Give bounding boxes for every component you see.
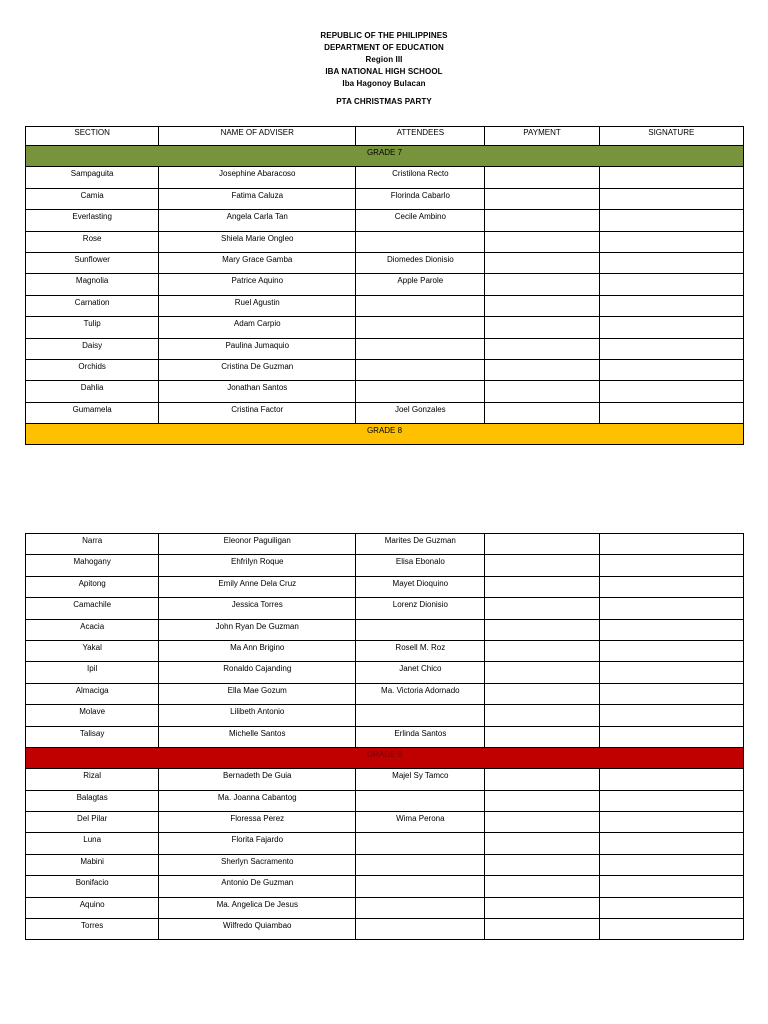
attendee-cell: Erlinda Santos — [356, 726, 485, 747]
payment-cell[interactable] — [485, 726, 599, 747]
section-cell: Apitong — [26, 576, 159, 597]
header-school: IBA NATIONAL HIGH SCHOOL — [325, 67, 443, 76]
attendee-cell: Rosell M. Roz — [356, 640, 485, 661]
adviser-cell: Michelle Santos — [159, 726, 356, 747]
signature-cell[interactable] — [599, 640, 743, 661]
table-row — [26, 231, 744, 252]
payment-cell[interactable] — [485, 812, 599, 833]
payment-cell[interactable] — [485, 897, 599, 918]
attendee-cell: Florinda Cabarlo — [356, 188, 485, 209]
signature-cell[interactable] — [599, 274, 743, 295]
attendee-cell — [356, 876, 485, 897]
payment-cell[interactable] — [485, 640, 599, 661]
payment-cell[interactable] — [485, 662, 599, 683]
signature-cell[interactable] — [599, 231, 743, 252]
section-cell: Carnation — [26, 295, 159, 316]
payment-cell[interactable] — [485, 705, 599, 726]
document-title: PTA CHRISTMAS PARTY — [336, 97, 432, 106]
signature-cell[interactable] — [599, 381, 743, 402]
table-row — [26, 683, 744, 704]
document-header — [0, 30, 768, 108]
adviser-cell: Shiela Marie Ongleo — [159, 231, 356, 252]
signature-cell[interactable] — [599, 683, 743, 704]
signature-cell[interactable] — [599, 705, 743, 726]
table-row — [26, 598, 744, 619]
attendee-cell — [356, 619, 485, 640]
grade-9-label: GRADE 9 — [26, 747, 744, 768]
payment-cell[interactable] — [485, 359, 599, 380]
adviser-cell: Florita Fajardo — [159, 833, 356, 854]
attendee-cell: Lorenz Dionisio — [356, 598, 485, 619]
attendee-cell — [356, 897, 485, 918]
table-row — [26, 769, 744, 790]
section-cell: Talisay — [26, 726, 159, 747]
table-header-row — [26, 127, 744, 146]
column-header-attendees: ATTENDEES — [356, 127, 485, 146]
adviser-cell: Angela Carla Tan — [159, 210, 356, 231]
attendee-cell — [356, 381, 485, 402]
section-cell: Mahogany — [26, 555, 159, 576]
column-header-adviser: NAME OF ADVISER — [159, 127, 356, 146]
signature-cell[interactable] — [599, 619, 743, 640]
attendee-cell — [356, 790, 485, 811]
payment-cell[interactable] — [485, 833, 599, 854]
column-header-payment: PAYMENT — [485, 127, 599, 146]
adviser-cell: Mary Grace Gamba — [159, 252, 356, 273]
attendee-cell — [356, 919, 485, 940]
payment-cell[interactable] — [485, 555, 599, 576]
section-cell: Aquino — [26, 897, 159, 918]
attendee-cell: Majel Sy Tamco — [356, 769, 485, 790]
payment-cell[interactable] — [485, 576, 599, 597]
section-cell: Almaciga — [26, 683, 159, 704]
table-row — [26, 854, 744, 875]
attendee-cell — [356, 338, 485, 359]
attendee-cell — [356, 854, 485, 875]
payment-cell[interactable] — [485, 769, 599, 790]
column-header-signature: SIGNATURE — [599, 127, 743, 146]
payment-cell[interactable] — [485, 252, 599, 273]
attendee-cell — [356, 317, 485, 338]
signature-cell[interactable] — [599, 662, 743, 683]
adviser-cell: Ronaldo Cajanding — [159, 662, 356, 683]
adviser-cell: Eleonor Paguiligan — [159, 534, 356, 555]
attendee-cell: Elisa Ebonalo — [356, 555, 485, 576]
signature-cell[interactable] — [599, 769, 743, 790]
section-cell: Mabini — [26, 854, 159, 875]
grade-8-label: GRADE 8 — [26, 424, 744, 445]
section-cell: Balagtas — [26, 790, 159, 811]
section-cell: Dahlia — [26, 381, 159, 402]
payment-cell[interactable] — [485, 402, 599, 423]
grade-8-heading-row — [26, 424, 744, 445]
adviser-cell: Ella Mae Gozum — [159, 683, 356, 704]
signature-cell[interactable] — [599, 338, 743, 359]
adviser-cell: Wilfredo Quiambao — [159, 919, 356, 940]
signature-cell[interactable] — [599, 598, 743, 619]
payment-cell[interactable] — [485, 876, 599, 897]
payment-cell[interactable] — [485, 317, 599, 338]
table-row — [26, 555, 744, 576]
adviser-cell: Lilibeth Antonio — [159, 705, 356, 726]
attendee-cell: Apple Parole — [356, 274, 485, 295]
signature-cell[interactable] — [599, 555, 743, 576]
adviser-cell: Cristina De Guzman — [159, 359, 356, 380]
table-row — [26, 897, 744, 918]
section-cell: Orchids — [26, 359, 159, 380]
header-department: DEPARTMENT OF EDUCATION — [324, 43, 444, 52]
attendee-cell — [356, 833, 485, 854]
signature-cell[interactable] — [599, 402, 743, 423]
signature-cell[interactable] — [599, 790, 743, 811]
section-cell: Tulip — [26, 317, 159, 338]
section-cell: Luna — [26, 833, 159, 854]
table-row — [26, 274, 744, 295]
payment-cell[interactable] — [485, 790, 599, 811]
section-cell: Del Pilar — [26, 812, 159, 833]
adviser-cell: Floressa Perez — [159, 812, 356, 833]
signature-cell[interactable] — [599, 188, 743, 209]
table-row — [26, 295, 744, 316]
table-row — [26, 317, 744, 338]
table-row — [26, 252, 744, 273]
adviser-cell: Emily Anne Dela Cruz — [159, 576, 356, 597]
payment-cell[interactable] — [485, 188, 599, 209]
signature-cell[interactable] — [599, 876, 743, 897]
signature-cell[interactable] — [599, 359, 743, 380]
attendee-cell: Mayet Dioquino — [356, 576, 485, 597]
section-cell: Sunflower — [26, 252, 159, 273]
table-row — [26, 359, 744, 380]
adviser-cell: Ma. Joanna Cabantog — [159, 790, 356, 811]
section-cell: Torres — [26, 919, 159, 940]
table-row — [26, 640, 744, 661]
section-cell: Rizal — [26, 769, 159, 790]
attendee-cell: Cristilona Recto — [356, 167, 485, 188]
table-row — [26, 919, 744, 940]
table-row — [26, 210, 744, 231]
signature-cell[interactable] — [599, 252, 743, 273]
payment-cell[interactable] — [485, 295, 599, 316]
payment-cell[interactable] — [485, 598, 599, 619]
section-cell: Bonifacio — [26, 876, 159, 897]
adviser-cell: Ma. Angelica De Jesus — [159, 897, 356, 918]
signature-cell[interactable] — [599, 210, 743, 231]
section-cell: Molave — [26, 705, 159, 726]
section-cell: Magnolia — [26, 274, 159, 295]
table-row — [26, 705, 744, 726]
adviser-cell: Patrice Aquino — [159, 274, 356, 295]
adviser-cell: Antonio De Guzman — [159, 876, 356, 897]
adviser-cell: Paulina Jumaquio — [159, 338, 356, 359]
attendee-cell — [356, 231, 485, 252]
payment-cell[interactable] — [485, 534, 599, 555]
payment-cell[interactable] — [485, 919, 599, 940]
adviser-cell: Bernadeth De Guia — [159, 769, 356, 790]
signature-cell[interactable] — [599, 167, 743, 188]
header-address: Iba Hagonoy Bulacan — [342, 79, 426, 88]
attendee-cell — [356, 295, 485, 316]
attendee-cell: Janet Chico — [356, 662, 485, 683]
payment-cell[interactable] — [485, 683, 599, 704]
table-row — [26, 381, 744, 402]
section-cell: Sampaguita — [26, 167, 159, 188]
attendee-cell — [356, 359, 485, 380]
section-cell: Acacia — [26, 619, 159, 640]
table-row — [26, 534, 744, 555]
adviser-cell: Adam Carpio — [159, 317, 356, 338]
attendee-cell: Cecile Ambino — [356, 210, 485, 231]
section-cell: Everlasting — [26, 210, 159, 231]
grade7-label: GRADE 7 — [26, 146, 744, 167]
adviser-cell: Jessica Torres — [159, 598, 356, 619]
payment-cell[interactable] — [485, 338, 599, 359]
signature-cell[interactable] — [599, 576, 743, 597]
payment-cell[interactable] — [485, 274, 599, 295]
signature-cell[interactable] — [599, 295, 743, 316]
signature-cell[interactable] — [599, 854, 743, 875]
payment-cell[interactable] — [485, 381, 599, 402]
payment-cell[interactable] — [485, 210, 599, 231]
table-row — [26, 726, 744, 747]
attendance-table-page-2 — [25, 533, 744, 940]
payment-cell[interactable] — [485, 231, 599, 252]
payment-cell[interactable] — [485, 619, 599, 640]
header-region: Region III — [365, 55, 403, 64]
table-row — [26, 790, 744, 811]
section-cell: Gumamela — [26, 402, 159, 423]
grade-9-heading-row — [26, 747, 744, 768]
payment-cell[interactable] — [485, 854, 599, 875]
attendee-cell: Marites De Guzman — [356, 534, 485, 555]
table-row — [26, 812, 744, 833]
attendee-cell: Joel Gonzales — [356, 402, 485, 423]
attendee-cell — [356, 705, 485, 726]
attendee-cell: Wima Perona — [356, 812, 485, 833]
adviser-cell: Ehfrilyn Roque — [159, 555, 356, 576]
adviser-cell: John Ryan De Guzman — [159, 619, 356, 640]
attendance-table-page-1 — [25, 126, 744, 445]
table-row — [26, 876, 744, 897]
attendee-cell: Ma. Victoria Adornado — [356, 683, 485, 704]
section-cell: Yakal — [26, 640, 159, 661]
adviser-cell: Sherlyn Sacramento — [159, 854, 356, 875]
section-cell: Narra — [26, 534, 159, 555]
section-cell: Daisy — [26, 338, 159, 359]
signature-cell[interactable] — [599, 919, 743, 940]
grade7-heading-row — [26, 146, 744, 167]
section-cell: Camia — [26, 188, 159, 209]
table-row — [26, 662, 744, 683]
signature-cell[interactable] — [599, 726, 743, 747]
table-row — [26, 188, 744, 209]
adviser-cell: Ruel Agustin — [159, 295, 356, 316]
table-row — [26, 402, 744, 423]
signature-cell[interactable] — [599, 812, 743, 833]
table-row — [26, 833, 744, 854]
table-row — [26, 338, 744, 359]
adviser-cell: Ma Ann Brigino — [159, 640, 356, 661]
column-header-section: SECTION — [26, 127, 159, 146]
table-row — [26, 576, 744, 597]
adviser-cell: Fatima Caluza — [159, 188, 356, 209]
adviser-cell: Cristina Factor — [159, 402, 356, 423]
signature-cell[interactable] — [599, 833, 743, 854]
table-row — [26, 619, 744, 640]
section-cell: Ipil — [26, 662, 159, 683]
header-republic: REPUBLIC OF THE PHILIPPINES — [320, 31, 448, 40]
signature-cell[interactable] — [599, 534, 743, 555]
section-cell: Camachile — [26, 598, 159, 619]
adviser-cell: Jonathan Santos — [159, 381, 356, 402]
signature-cell[interactable] — [599, 897, 743, 918]
table-row — [26, 167, 744, 188]
signature-cell[interactable] — [599, 317, 743, 338]
attendee-cell: Diomedes Dionisio — [356, 252, 485, 273]
payment-cell[interactable] — [485, 167, 599, 188]
adviser-cell: Josephine Abaracoso — [159, 167, 356, 188]
section-cell: Rose — [26, 231, 159, 252]
